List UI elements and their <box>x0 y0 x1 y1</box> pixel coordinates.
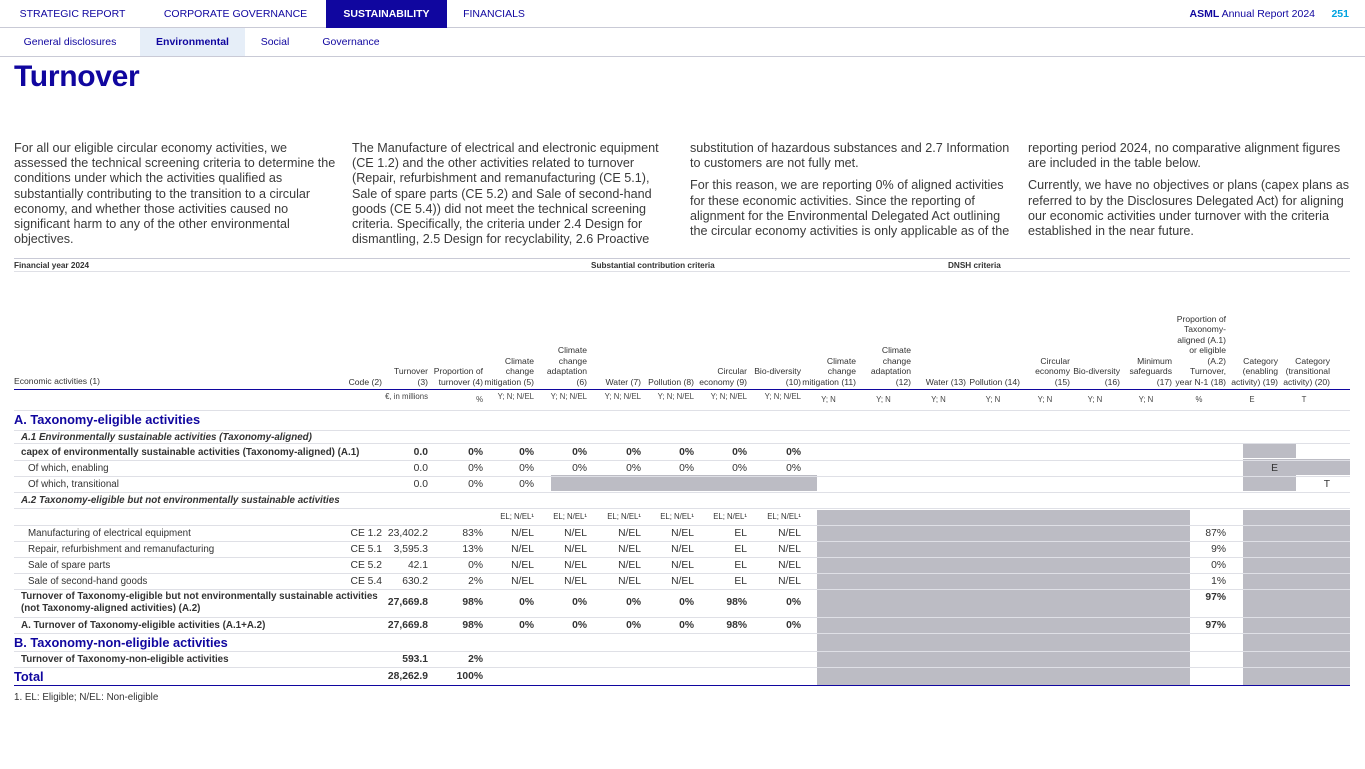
tab-strategic-report[interactable]: STRATEGIC REPORT <box>19 8 126 20</box>
prior-year-value: 1% <box>1211 576 1226 587</box>
turnover-value: 27,669.8 <box>387 597 428 608</box>
turnover-value: 42.1 <box>407 560 428 571</box>
row-label: Turnover of Taxonomy-eligible but not environmentally sustainable activities <box>21 591 378 602</box>
subtab-general-disclosures[interactable]: General disclosures <box>23 36 117 48</box>
text-column-2 <box>352 141 678 254</box>
brand-name: ASML <box>1189 8 1220 20</box>
criteria-value: 0% <box>572 597 587 608</box>
column-header-text: Water (7) <box>605 376 641 387</box>
unit-label: % <box>1195 395 1203 404</box>
subtab-governance[interactable]: Governance <box>322 36 380 48</box>
criteria-value: N/EL <box>778 544 801 555</box>
criteria-value: N/EL <box>671 560 694 571</box>
criteria-value: EL <box>734 544 747 555</box>
row-divider <box>14 633 1350 634</box>
substantial-contribution-label: Substantial contribution criteria <box>591 261 715 270</box>
proportion-value: 0% <box>468 479 483 490</box>
criteria-value: N/EL <box>564 576 587 587</box>
criteria-value: N/EL <box>671 576 694 587</box>
prior-year-value: 97% <box>1205 592 1226 603</box>
criteria-value: 0% <box>786 463 801 474</box>
non-applicable-block <box>817 510 1190 686</box>
criteria-value: N/EL <box>511 576 534 587</box>
row-divider <box>14 685 1350 686</box>
row-divider <box>14 651 1350 652</box>
eligibility-header: EL; N/EL¹ <box>660 512 694 521</box>
criteria-value: 0% <box>679 463 694 474</box>
non-applicable-block <box>551 475 817 491</box>
proportion-value: 98% <box>462 597 483 608</box>
criteria-value: 0% <box>572 620 587 631</box>
row-divider <box>14 589 1350 590</box>
criteria-value: 0% <box>679 447 694 458</box>
unit-label: €, in millions <box>385 392 428 401</box>
criteria-value: N/EL <box>564 560 587 571</box>
criteria-value: N/EL <box>511 544 534 555</box>
unit-label: Y; N <box>1037 395 1053 404</box>
paragraph: reporting period 2024, no comparative alignment figures are included in the table below. <box>1028 141 1341 171</box>
criteria-value: N/EL <box>511 560 534 571</box>
column-header <box>694 272 747 387</box>
prior-year-value: 87% <box>1205 528 1226 539</box>
column-header-text: Circular economy (9) <box>699 366 747 387</box>
sub-navigation <box>0 28 1365 57</box>
criteria-value: 0% <box>626 447 641 458</box>
criteria-value: 0% <box>572 463 587 474</box>
non-applicable-block <box>1296 459 1350 475</box>
unit-label: Y; N; N/EL <box>550 392 587 401</box>
column-header-text: Bio-diversity (16) <box>1073 366 1120 387</box>
column-header <box>966 272 1020 387</box>
turnover-value: 593.1 <box>402 654 428 665</box>
row-divider <box>14 617 1350 618</box>
unit-label: Y; N <box>821 395 836 404</box>
proportion-value: 2% <box>468 576 483 587</box>
criteria-value: EL <box>734 528 747 539</box>
column-header <box>534 272 587 387</box>
column-header <box>747 272 801 387</box>
column-header <box>342 272 382 387</box>
row-divider <box>14 667 1350 668</box>
unit-label: Y; N; N/EL <box>604 392 641 401</box>
report-title <box>1190 0 1316 29</box>
column-header-text: Pollution (14) <box>969 376 1020 387</box>
row-label: Of which, enabling <box>28 463 109 474</box>
column-header <box>1278 272 1330 387</box>
column-header-text: Climate change adaptation (6) <box>546 345 587 387</box>
column-header: Economic activities (1) <box>14 376 100 386</box>
criteria-value: 98% <box>726 620 747 631</box>
criteria-value: 0% <box>519 597 534 608</box>
criteria-value: N/EL <box>778 576 801 587</box>
criteria-value: 0% <box>626 620 641 631</box>
proportion-value: 0% <box>468 463 483 474</box>
footnote: 1. EL: Eligible; N/EL: Non-eligible <box>14 692 159 703</box>
subtab-environmental[interactable]: Environmental <box>140 28 245 56</box>
column-header-text: Water (13) <box>925 376 966 387</box>
column-header <box>801 272 856 387</box>
turnover-value: 630.2 <box>402 576 428 587</box>
criteria-value: N/EL <box>618 528 641 539</box>
criteria-value: 0% <box>572 447 587 458</box>
subsection-heading: A.2 Taxonomy-eligible but not environmentally sustainable activities <box>21 495 340 506</box>
unit-label: Y; N; N/EL <box>710 392 747 401</box>
criteria-value: 0% <box>732 463 747 474</box>
criteria-value: N/EL <box>511 528 534 539</box>
column-header <box>428 272 483 387</box>
unit-label: T <box>1301 395 1307 404</box>
column-header <box>587 272 641 387</box>
non-applicable-block <box>1243 443 1296 458</box>
prior-year-value: 0% <box>1211 560 1226 571</box>
criteria-value: N/EL <box>671 528 694 539</box>
column-header-text: Climate change mitigation (11) <box>802 355 856 387</box>
turnover-value: 28,262.9 <box>387 671 428 682</box>
criteria-value: N/EL <box>671 544 694 555</box>
turnover-value: 3,595.3 <box>393 544 428 555</box>
row-divider <box>14 541 1350 542</box>
section-heading: A. Taxonomy-eligible activities <box>14 412 201 427</box>
row-label: Sale of second-hand goods <box>28 576 148 587</box>
row-divider <box>14 443 1350 444</box>
total-label: Total <box>14 669 44 684</box>
row-divider <box>14 508 1350 509</box>
activity-code: CE 5.4 <box>350 576 382 587</box>
paragraph: For all our eligible circular economy activities, we assessed the technical screening criteria to determine the conditions under which the activities qualified as substantially contributing to the transition to a circular economy, and whether those activities caused no significant harm to any of the other environmental objectives. <box>14 141 336 247</box>
row-divider <box>14 557 1350 558</box>
dnsh-criteria-label: DNSH criteria <box>948 261 1001 270</box>
text-column-4 <box>1028 141 1354 246</box>
column-header-text: Turnover (3) <box>393 366 428 387</box>
column-header <box>1226 272 1278 387</box>
column-header-text: Code (2) <box>348 376 382 387</box>
column-header-text: Minimum safeguards (17) <box>1129 355 1172 387</box>
prior-year-value: 9% <box>1211 544 1226 555</box>
row-label: Of which, transitional <box>28 479 119 490</box>
column-header-text: Category (enabling activity) (19) <box>1231 355 1278 387</box>
row-label: Turnover of Taxonomy-non-eligible activities <box>21 654 229 665</box>
paragraph: Currently, we have no objectives or plans (capex plans as referred to by the Disclosures Delegated Act) for aligning our economic activities under turnover with the criteria established in the near future. <box>1028 178 1350 239</box>
row-label: A. Turnover of Taxonomy-eligible activities (A.1+A.2) <box>21 620 266 631</box>
column-header <box>1172 272 1226 387</box>
column-header <box>483 272 534 387</box>
column-header-text: Climate change adaptation (12) <box>870 345 911 387</box>
criteria-value: 0% <box>786 620 801 631</box>
criteria-value: N/EL <box>564 528 587 539</box>
column-header-text: Category (transitional activity) (20) <box>1283 355 1330 387</box>
proportion-value: 2% <box>468 654 483 665</box>
paragraph: For this reason, we are reporting 0% of aligned activities for these economic activities. Since the reporting of alignment for the Environmental Delegated Act outlining the circular economy activities is only applicable as of the <box>690 178 1010 239</box>
column-header <box>1120 272 1172 387</box>
criteria-value: N/EL <box>618 560 641 571</box>
tab-financials[interactable]: FINANCIALS <box>463 8 525 20</box>
turnover-value: 0.0 <box>413 463 428 474</box>
non-applicable-block <box>1243 510 1350 686</box>
column-header <box>641 272 694 387</box>
row-divider <box>14 573 1350 574</box>
criteria-value: EL <box>734 560 747 571</box>
unit-label: Y; N <box>931 395 946 404</box>
unit-label: Y; N; N/EL <box>657 392 694 401</box>
financial-year-label: Financial year 2024 <box>14 261 90 270</box>
section-heading: B. Taxonomy-non-eligible activities <box>14 635 228 650</box>
page-number: 251 <box>1331 8 1349 20</box>
unit-label: Y; N <box>876 395 891 404</box>
report-name: Annual Report 2024 <box>1221 8 1315 20</box>
row-divider <box>14 525 1350 526</box>
column-header <box>911 272 966 387</box>
unit-label: Y; N; N/EL <box>497 392 534 401</box>
criteria-value: N/EL <box>778 528 801 539</box>
criteria-value: 0% <box>519 463 534 474</box>
criteria-value: 0% <box>732 447 747 458</box>
text-column-1 <box>14 141 340 254</box>
criteria-value: 98% <box>726 597 747 608</box>
prior-year-value: 97% <box>1205 620 1226 631</box>
text-column-3 <box>690 141 1016 246</box>
tab-corporate-governance[interactable]: CORPORATE GOVERNANCE <box>163 8 308 20</box>
turnover-value: 0.0 <box>413 479 428 490</box>
column-header-text: Pollution (8) <box>648 376 694 387</box>
column-header-text: Bio-diversity (10) <box>754 366 801 387</box>
unit-label: E <box>1249 395 1255 404</box>
column-header-text: Proportion of Taxonomy-aligned (A.1) or eligible (A.2) Turnover, year N-1 (18) <box>1175 313 1226 387</box>
criteria-value: N/EL <box>618 576 641 587</box>
eligibility-header: EL; N/EL¹ <box>767 512 801 521</box>
tab-sustainability[interactable]: SUSTAINABILITY <box>326 0 447 28</box>
column-header-text: Circular economy (15) <box>1035 355 1070 387</box>
criteria-value: 0% <box>679 620 694 631</box>
criteria-value: 0% <box>519 447 534 458</box>
criteria-value: 0% <box>519 479 534 490</box>
unit-label: Y; N <box>1138 395 1154 404</box>
eligibility-header: EL; N/EL¹ <box>607 512 641 521</box>
row-label: capex of environmentally sustainable activities (Taxonomy-aligned) (A.1) <box>21 447 360 458</box>
paragraph: The Manufacture of electrical and electronic equipment (CE 1.2) and the other activities related to turnover (Repair, refurbishment and remanufacturing (CE 5.1), Sale of spare parts (CE 5.2) and Sale of second-hand goods (CE 5.4)) did not meet the technical screening criteria. Specifically, the criteria under 2.4 Design for dismantling, 2.5 Design for recyclability, 2.6 Proactive <box>352 141 659 247</box>
unit-label: Y; N <box>1087 395 1103 404</box>
column-header <box>1020 272 1070 387</box>
proportion-value: 0% <box>468 447 483 458</box>
criteria-value: N/EL <box>778 560 801 571</box>
category-value: E <box>1271 463 1278 474</box>
unit-label: % <box>476 395 483 404</box>
turnover-value: 23,402.2 <box>387 528 428 539</box>
column-header-text: Proportion of turnover (4) <box>433 366 483 387</box>
eligibility-header: EL; N/EL¹ <box>713 512 747 521</box>
criteria-value: 0% <box>786 447 801 458</box>
top-navigation <box>0 0 1365 28</box>
proportion-value: 13% <box>462 544 483 555</box>
column-header <box>382 272 428 387</box>
column-header <box>1070 272 1120 387</box>
turnover-value: 27,669.8 <box>387 620 428 631</box>
row-divider <box>14 492 1350 493</box>
column-header <box>856 272 911 387</box>
category-value: T <box>1323 479 1330 490</box>
proportion-value: 100% <box>456 671 483 682</box>
page-title: Turnover <box>14 60 140 93</box>
row-divider <box>14 476 1350 477</box>
paragraph: substitution of hazardous substances and 2.7 Information to customers are not fully met. <box>690 141 1010 171</box>
activity-code: CE 5.2 <box>350 560 382 571</box>
criteria-value: N/EL <box>618 544 641 555</box>
row-label: Manufacturing of electrical equipment <box>28 528 191 539</box>
criteria-value: EL <box>734 576 747 587</box>
subtab-social[interactable]: Social <box>260 36 290 48</box>
column-header-text: Climate change mitigation (5) <box>484 355 534 387</box>
proportion-value: 0% <box>468 560 483 571</box>
row-divider <box>14 430 1350 431</box>
unit-label: Y; N; N/EL <box>764 392 801 401</box>
subsection-heading: A.1 Environmentally sustainable activities (Taxonomy-aligned) <box>21 432 312 443</box>
proportion-value: 98% <box>462 620 483 631</box>
eligibility-header: EL; N/EL¹ <box>500 512 534 521</box>
row-divider <box>14 460 1350 461</box>
activity-code: CE 5.1 <box>350 544 382 555</box>
criteria-value: 0% <box>626 597 641 608</box>
criteria-value: 0% <box>519 620 534 631</box>
row-label: Repair, refurbishment and remanufacturing <box>28 544 215 555</box>
unit-label: Y; N <box>985 395 1001 404</box>
eligibility-header: EL; N/EL¹ <box>553 512 587 521</box>
proportion-value: 83% <box>462 528 483 539</box>
criteria-value: 0% <box>626 463 641 474</box>
criteria-value: N/EL <box>564 544 587 555</box>
activity-code: CE 1.2 <box>350 528 382 539</box>
row-label: Sale of spare parts <box>28 560 111 571</box>
criteria-value: 0% <box>679 597 694 608</box>
turnover-value: 0.0 <box>413 447 428 458</box>
criteria-value: 0% <box>786 597 801 608</box>
row-label: (not Taxonomy-aligned activities) (A.2) <box>21 603 201 614</box>
